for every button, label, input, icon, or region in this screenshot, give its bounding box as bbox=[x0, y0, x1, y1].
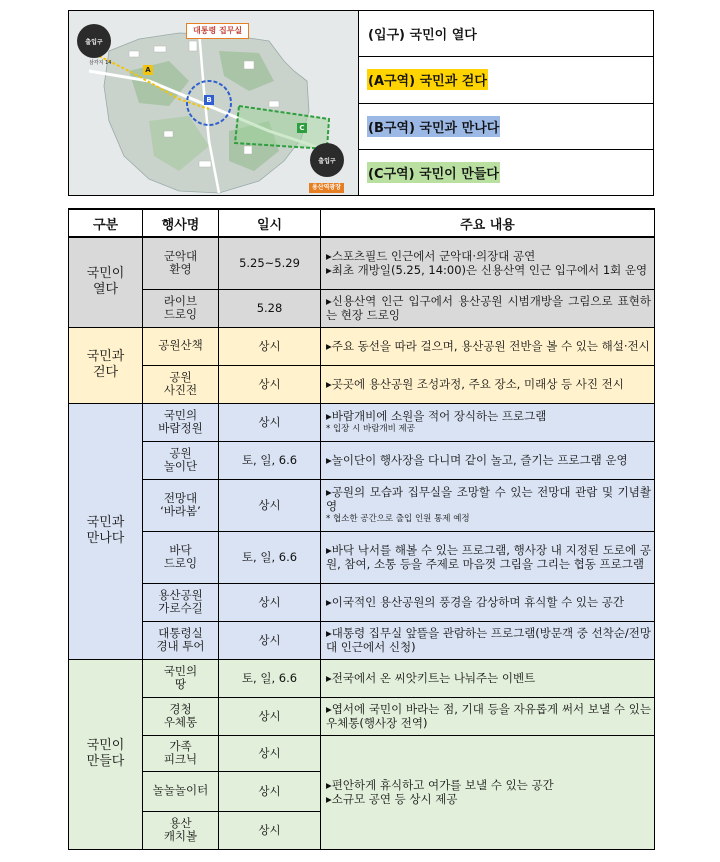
category-text: 걷다 bbox=[92, 365, 119, 380]
event-cell bbox=[143, 659, 219, 697]
date-cell: 상시 bbox=[219, 327, 321, 365]
date-cell: 5.28 bbox=[219, 289, 321, 327]
content-text: ▸신용산역 인근 입구에서 용산공원 시범개방을 그림으로 표현하는 현장 드로잉 bbox=[326, 293, 651, 322]
event-text: 라이브 bbox=[163, 293, 198, 308]
event-cell bbox=[143, 237, 219, 289]
content-cell bbox=[321, 479, 655, 531]
east-gate-sub-label: 용산역광장 bbox=[309, 183, 344, 193]
zone-list bbox=[359, 11, 653, 195]
west-gate-label: 출입구 bbox=[85, 38, 103, 46]
content-text: ▸바닥 낙서를 해볼 수 있는 프로그램, 행사장 내 지정된 도로에 공원, 참여, 소통 등을 주제로 마음껏 그림을 그리는 협동 프로그램 bbox=[326, 542, 651, 571]
event-cell bbox=[143, 365, 219, 403]
content-text: ▸편안하게 휴식하고 여가를 보낼 수 있는 공간 bbox=[326, 777, 554, 792]
zone-a-label: (A구역) 국민과 걷다 bbox=[367, 69, 488, 90]
content-note: * 입장 시 바람개비 제공 bbox=[326, 423, 415, 434]
category-text: 국민이 bbox=[86, 266, 125, 281]
event-cell bbox=[143, 811, 219, 849]
event-text: 전망대 bbox=[163, 490, 198, 505]
category-cell bbox=[69, 403, 143, 659]
event-cell bbox=[143, 327, 219, 365]
table-row bbox=[69, 697, 655, 735]
table-row bbox=[69, 365, 655, 403]
event-cell bbox=[143, 479, 219, 531]
content-text: ▸공원의 모습과 집무실을 조망할 수 있는 전망대 관람 및 기념촬영 bbox=[326, 484, 651, 513]
event-text: 놀이단 bbox=[163, 459, 198, 473]
content-cell bbox=[321, 289, 655, 327]
event-text: 바람정원 bbox=[158, 421, 203, 435]
presidential-office-label: 대통령 집무실 bbox=[186, 23, 249, 39]
table-row bbox=[69, 237, 655, 289]
event-text: ‘바라봄’ bbox=[160, 504, 201, 518]
content-cell bbox=[321, 621, 655, 659]
zone-entrance bbox=[359, 11, 653, 57]
date-cell: 상시 bbox=[219, 403, 321, 441]
table-row bbox=[69, 441, 655, 479]
event-text: 피크닉 bbox=[163, 752, 198, 766]
zone-b-marker: B bbox=[204, 95, 214, 105]
zone-b-label: (B구역) 국민과 만나다 bbox=[367, 116, 500, 137]
content-text: ▸이국적인 용산공원의 풍경을 감상하며 휴식할 수 있는 공간 bbox=[326, 594, 624, 609]
event-cell bbox=[143, 441, 219, 479]
zone-b bbox=[359, 104, 653, 150]
event-cell bbox=[143, 735, 219, 771]
event-text: 국민의 bbox=[163, 663, 198, 678]
date-cell: 상시 bbox=[219, 621, 321, 659]
content-text: ▸놀이단이 행사장을 다니며 같이 놀고, 즐기는 프로그램 운영 bbox=[326, 452, 628, 467]
event-cell bbox=[143, 531, 219, 583]
event-text: 국민의 bbox=[163, 407, 198, 422]
date-cell: 상시 bbox=[219, 697, 321, 735]
event-text: 환영 bbox=[169, 262, 192, 277]
table-row bbox=[69, 531, 655, 583]
date-cell: 상시 bbox=[219, 771, 321, 811]
header-date: 일시 bbox=[219, 209, 321, 237]
content-cell bbox=[321, 697, 655, 735]
category-cell bbox=[69, 237, 143, 327]
table-row bbox=[69, 583, 655, 621]
park-map bbox=[69, 11, 359, 195]
table-row bbox=[69, 289, 655, 327]
category-text: 열다 bbox=[92, 282, 119, 298]
table-row bbox=[69, 621, 655, 659]
event-text: 공원 bbox=[169, 445, 192, 460]
date-cell: 상시 bbox=[219, 811, 321, 849]
table-row bbox=[69, 327, 655, 365]
event-text: 땅 bbox=[174, 677, 187, 691]
zone-a bbox=[359, 57, 653, 103]
event-text: 가로수길 bbox=[158, 601, 203, 615]
date-cell: 상시 bbox=[219, 735, 321, 771]
content-text: ▸엽서에 국민이 바라는 점, 기대 등을 자유롭게 써서 보낼 수 있는 우체통(행사장 전역) bbox=[326, 701, 651, 730]
date-cell: 상시 bbox=[219, 365, 321, 403]
content-cell bbox=[321, 237, 655, 289]
table-header-row bbox=[69, 209, 655, 237]
content-text: ▸전국에서 온 씨앗키트는 나눠주는 이벤트 bbox=[326, 670, 536, 685]
zone-c bbox=[359, 150, 653, 195]
date-cell: 상시 bbox=[219, 583, 321, 621]
event-text: 경청 bbox=[169, 701, 192, 716]
content-text: ▸바람개비에 소원을 적어 장식하는 프로그램 bbox=[326, 408, 547, 423]
zone-c-label: (C구역) 국민이 만들다 bbox=[367, 162, 500, 183]
shared-content-cell bbox=[321, 735, 655, 849]
header-content: 주요 내용 bbox=[321, 209, 655, 237]
event-text: 가족 bbox=[169, 738, 192, 753]
header-event: 행사명 bbox=[143, 209, 219, 237]
content-cell bbox=[321, 365, 655, 403]
date-cell: 토, 일, 6.6 bbox=[219, 441, 321, 479]
content-text: ▸곳곳에 용산공원 조성과정, 주요 장소, 미래상 등 사진 전시 bbox=[326, 376, 624, 391]
content-text: ▸최초 개방일(5.25, 14:00)은 신용산역 인근 입구에서 1회 운영 bbox=[326, 263, 648, 278]
event-cell bbox=[143, 771, 219, 811]
event-cell bbox=[143, 697, 219, 735]
table-row bbox=[69, 403, 655, 441]
content-text: ▸소규모 공연 등 상시 제공 bbox=[326, 792, 458, 806]
event-text: 사진전 bbox=[163, 383, 198, 397]
content-note: * 협소한 공간으로 출입 인원 통제 예정 bbox=[326, 513, 470, 524]
date-cell: 토, 일, 6.6 bbox=[219, 659, 321, 697]
event-cell bbox=[143, 621, 219, 659]
category-text: 국민이 bbox=[86, 737, 125, 753]
event-text: 군악대 bbox=[163, 249, 198, 264]
date-cell: 토, 일, 6.6 bbox=[219, 531, 321, 583]
event-cell bbox=[143, 403, 219, 441]
program-table bbox=[68, 208, 655, 850]
event-cell bbox=[143, 289, 219, 327]
event-text: 놀놀놀이터 bbox=[152, 783, 209, 798]
east-gate-icon bbox=[310, 143, 344, 177]
content-cell bbox=[321, 403, 655, 441]
event-cell bbox=[143, 583, 219, 621]
table-row bbox=[69, 659, 655, 697]
category-text: 국민과 bbox=[86, 514, 125, 530]
event-text: 용산 bbox=[169, 815, 192, 830]
category-text: 국민과 bbox=[86, 348, 125, 364]
category-cell bbox=[69, 327, 143, 403]
content-cell bbox=[321, 659, 655, 697]
event-text: 대통령실 bbox=[158, 625, 203, 640]
content-cell bbox=[321, 531, 655, 583]
event-text: 드로잉 bbox=[163, 307, 198, 321]
date-cell: 5.25~5.29 bbox=[219, 237, 321, 289]
content-cell bbox=[321, 327, 655, 365]
date-cell: 상시 bbox=[219, 479, 321, 531]
zone-c-marker: C bbox=[297, 123, 307, 133]
west-gate-sub-label: 삼각지 14 bbox=[89, 60, 112, 66]
content-cell bbox=[321, 441, 655, 479]
event-text: 경내 투어 bbox=[156, 639, 205, 653]
event-text: 캐치볼 bbox=[163, 829, 198, 843]
category-text: 만들다 bbox=[86, 754, 125, 769]
category-cell bbox=[69, 659, 143, 849]
event-text: 공원산책 bbox=[158, 338, 203, 353]
content-text: ▸대통령 집무실 앞뜰을 관람하는 프로그램(방문객 중 선착순/전망대 인근에서 신청) bbox=[326, 625, 651, 654]
category-text: 만나다 bbox=[86, 531, 125, 546]
content-text: ▸스포츠필드 인근에서 군악대·의장대 공연 bbox=[326, 249, 536, 264]
content-cell bbox=[321, 583, 655, 621]
header-category: 구분 bbox=[69, 209, 143, 237]
event-text: 우체통 bbox=[163, 715, 198, 729]
east-gate-label: 출입구 bbox=[318, 157, 336, 165]
event-text: 드로잉 bbox=[163, 556, 198, 570]
table-row bbox=[69, 735, 655, 771]
event-text: 용산공원 bbox=[158, 587, 203, 602]
zone-overview-box bbox=[68, 10, 654, 196]
west-gate-icon bbox=[77, 24, 111, 58]
event-text: 바닥 bbox=[169, 542, 192, 557]
table-row bbox=[69, 479, 655, 531]
zone-entrance-label: (입구) 국민이 열다 bbox=[368, 28, 477, 44]
content-text: ▸주요 동선을 따라 걸으며, 용산공원 전반을 볼 수 있는 해설·전시 bbox=[326, 338, 650, 353]
event-text: 공원 bbox=[169, 369, 192, 384]
zone-a-marker: A bbox=[143, 65, 153, 75]
